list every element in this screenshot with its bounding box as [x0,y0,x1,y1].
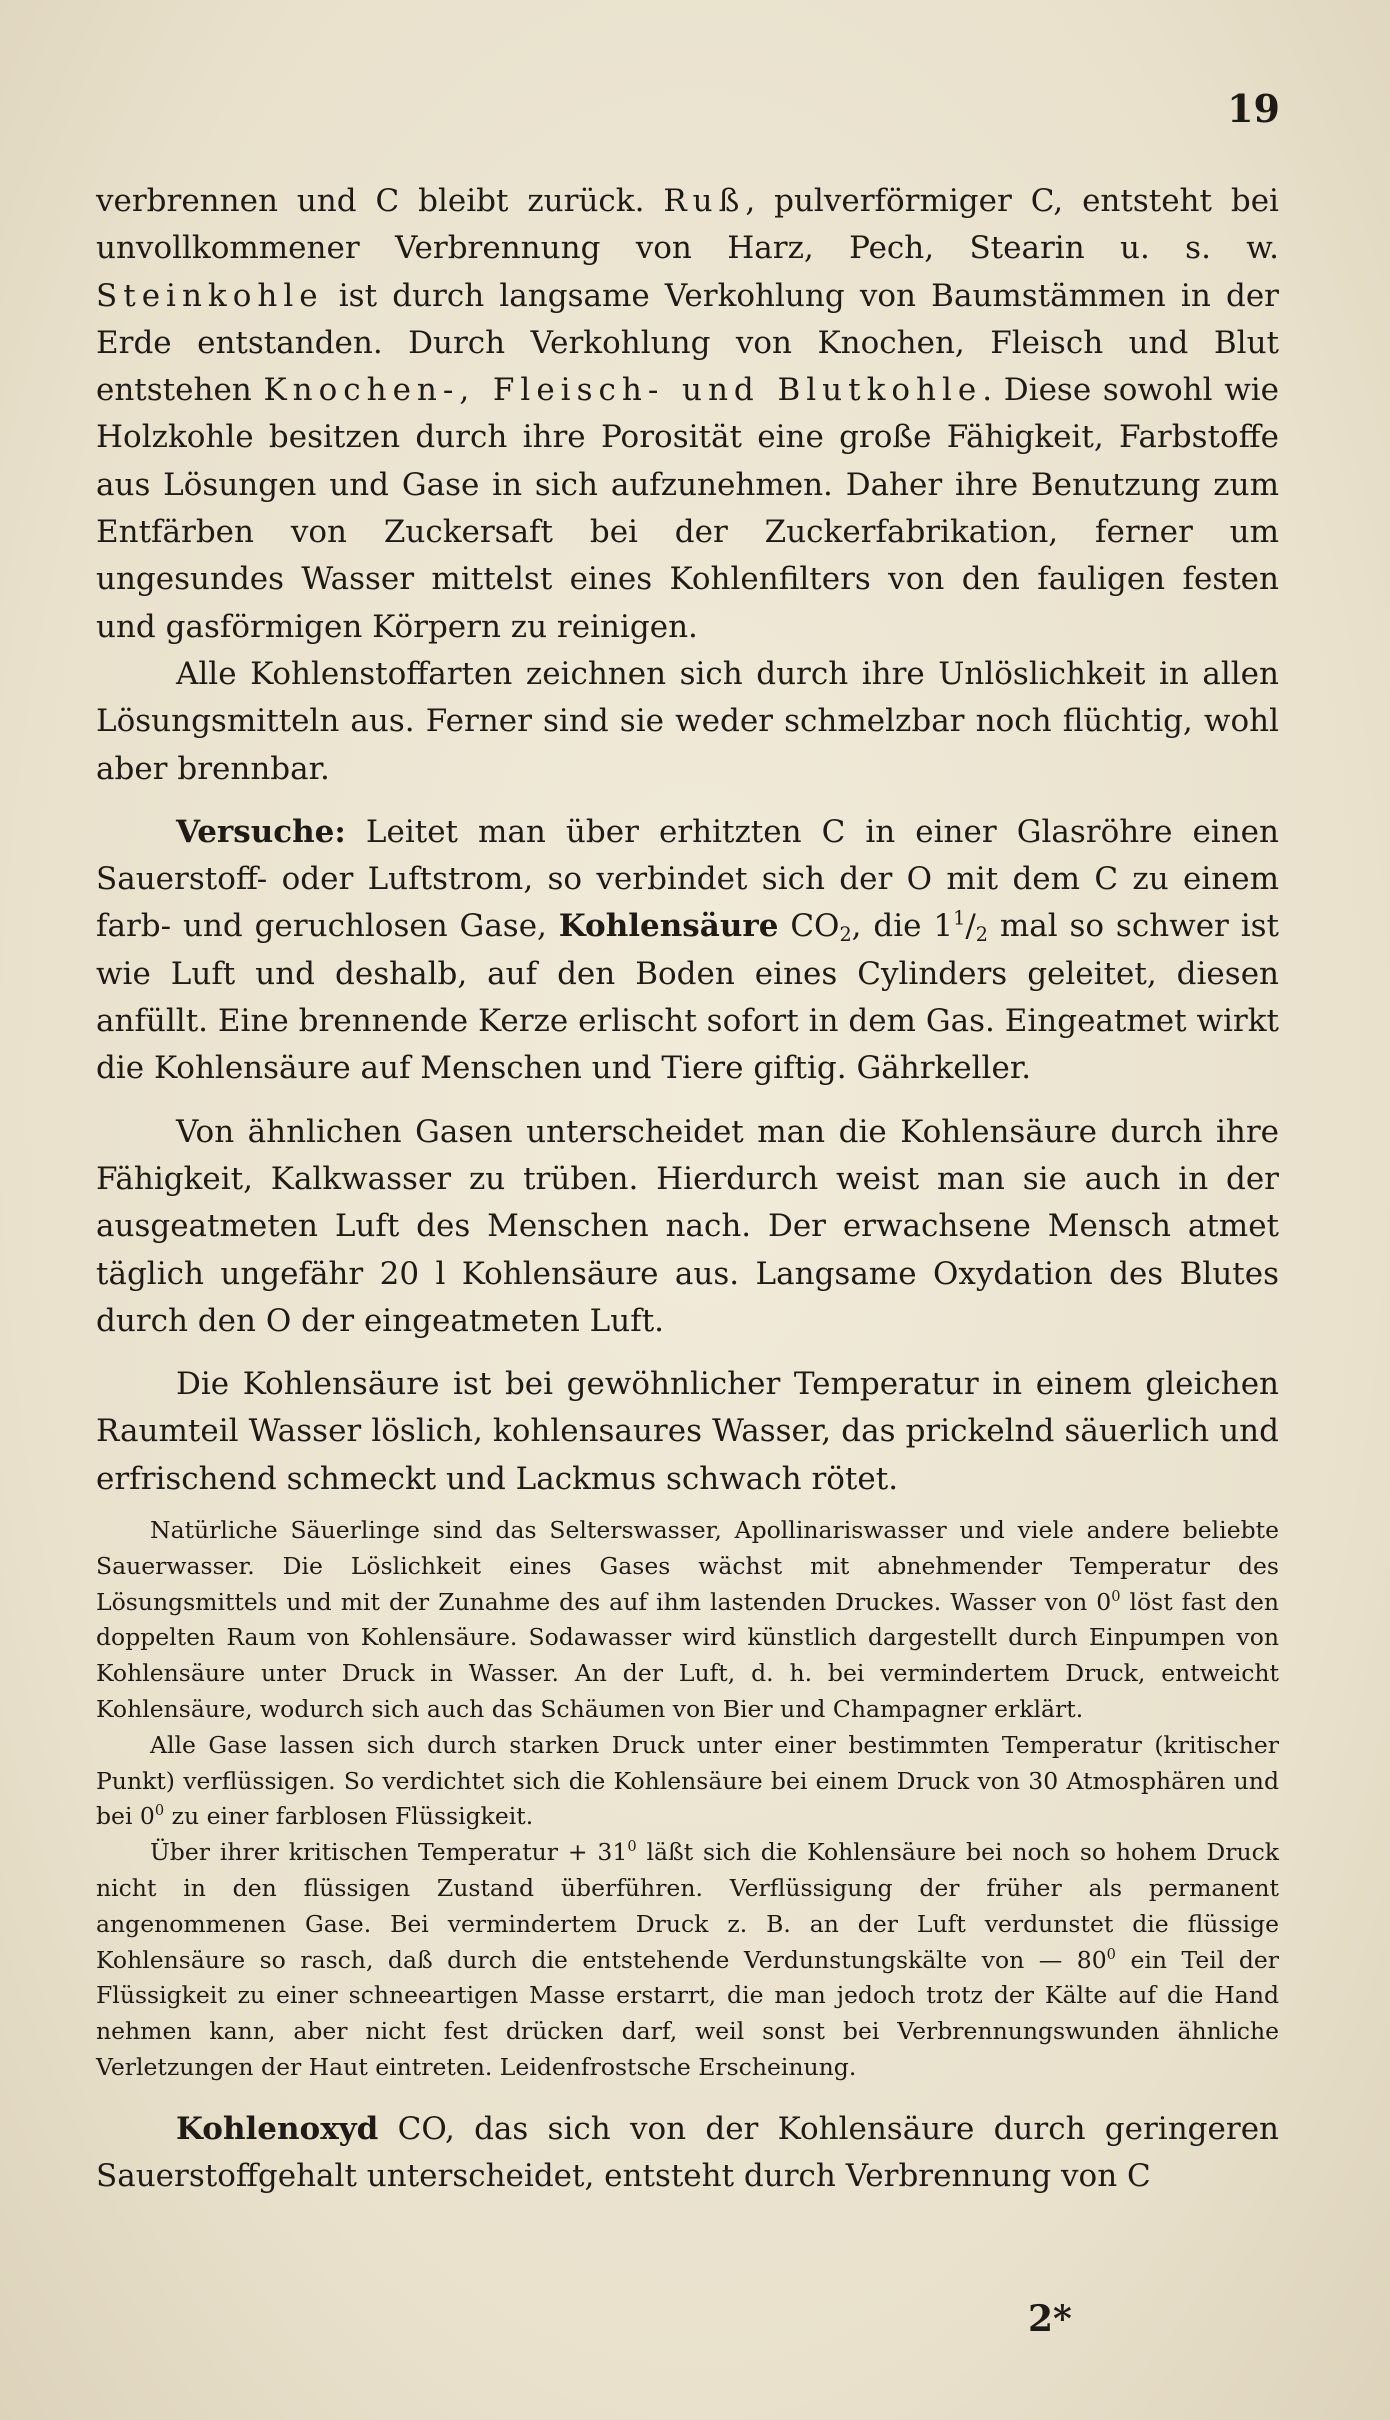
term-kohlenoxyd: Kohlenoxyd [176,2110,379,2147]
formula-co2: $CO_2$ [790,908,852,947]
text: löst fast den doppelten Raum von Kohlensäure. Sodawasser wird künstlich dargestellt durch Einpumpen von Kohlensäure unter Druck in Wasser. An der Luft, d. h. bei vermindertem Druck, entweicht Kohlensäure, wodurch sich auch das Schäumen von Bier und Champagner erklärt. [96,1587,1280,1723]
degree-mark: 0 [1106,1945,1116,1963]
formula-co: CO [378,2110,445,2147]
degree-mark: 0 [627,1838,637,1856]
text: , das sich von der Kohlensäure durch geringeren Sauerstoffgehalt unterscheidet, entsteht durch Verbrennung von C [96,2110,1280,2195]
degree-mark: 0 [154,1802,165,1820]
note-sauerlinge [96,1513,1279,1728]
text: läßt sich die Kohlensäure bei noch so hohem Druck nicht in den flüssigen Zustand überführen. Verflüssigung der früher als permanent angenommenen Gase. Bei vermindertem Druck z. B. an der Luft verdunstet die flüssige Kohlensäure so rasch, daß durch die entstehende Verdunstungskälte von — 80 [96,1838,1279,1974]
page-body [96,178,1279,2200]
term-steinkohle: Steinkohle [96,277,324,314]
text: ist durch langsame Verkohlung von Baumstämmen in der Erde entstanden. Durch Verkohlung von Knochen, Fleisch und Blut entstehen [96,277,1279,409]
fraction-denominator: 2 [975,923,988,947]
text: Natürliche Säuerlinge sind das Selterswasser, Apollinariswasser und viele andere beliebte Sauerwasser. Die Löslichkeit eines Gases wächst mit abnehmender Temperatur des Lösungsmittels und mit der Zunahme des auf ihm lastenden Druckes. Wasser von 0 [96,1516,1279,1616]
paragraph-experiments [96,809,1279,1093]
page-number: 19 [1227,86,1280,131]
text: ein Teil der Flüssigkeit zu einer schneeartigen Masse erstarrt, die man jedoch trotz der Kälte auf die Hand nehmen kann, aber nicht fest drücken darf, weil sonst bei Verbrennungswunden ähnliche Verletzungen der Haut eintreten. Leidenfrostsche Erscheinung. [96,1945,1279,2081]
paragraph-insolubility: Alle Kohlenstoffarten zeichnen sich durch ihre Unlöslichkeit in allen Lösungsmitteln aus. Ferner sind sie weder schmelzbar noch flüchtig, wohl aber brennbar. [96,655,1279,787]
text: , die 1 [851,908,954,945]
note-verfluessigung [96,1728,1279,1835]
degree-mark: 0 [1111,1587,1121,1605]
small-print-notes [96,1513,1279,2086]
experiments-label: Versuche: [176,813,346,850]
text: zu einer farblosen Flüssigkeit. [164,1802,534,1831]
text: verbrennen und C bleibt zurück. [96,183,664,219]
text: , pulverförmiger C, entsteht bei unvollkommener Verbrennung von Harz, Pech, Stearin u. s. w. [96,183,1279,267]
paragraph-detection: Von ähnlichen Gasen unterscheidet man die Kohlensäure durch ihre Fähigkeit, Kalkwasser zu trüben. Hierdurch weist man sie auch in der ausgeatmeten Luft des Menschen nach. Der erwachsene Mensch atmet täglich ungefähr 20 l Kohlensäure aus. Langsame Oxydation des Blutes durch den O der eingeatmeten Luft. [96,1113,1279,1339]
text: Über ihrer kritischen Temperatur + 31 [150,1838,628,1867]
text: mal so schwer ist wie Luft und deshalb, auf den Boden eines Cylinders geleitet, diesen anfüllt. Eine brennende Kerze erlischt sofort in dem Gas. Eingeatmet wirkt die Kohlensäure auf Menschen und Tiere giftig. Gährkeller. [96,908,1280,1087]
fraction-separator: / [965,908,976,945]
text: Alle Gase lassen sich durch starken Druck unter einer bestimmten Temperatur (kritischer Punkt) verflüssigen. So verdichtet sich die Kohlensäure bei einem Druck von 30 Atmosphären und bei 0 [96,1730,1279,1831]
paragraph-carbon-types [96,178,1279,651]
term-kohlensaeure: Kohlensäure [558,908,779,945]
fraction-numerator: 1 [953,907,966,931]
note-kritische-temperatur [96,1835,1279,2086]
paragraph-kohlenoxyd [96,2106,1279,2201]
term-kohlearten: Knochen-, Fleisch- und Blutkohle [263,372,983,409]
term-russ: Ruß [663,183,746,219]
paragraph-solubility: Die Kohlensäure ist bei gewöhnlicher Temperatur in einem gleichen Raumteil Wasser löslich, kohlensaures Wasser, das prickelnd säuerlich und erfrischend schmeckt und Lackmus schwach rötet. [96,1366,1279,1497]
text: Leitet man über erhitzten C in einer Glasröhre einen Sauerstoff- oder Luftstrom, so verbindet sich der O mit dem C zu einem farb- und geruchlosen Gase, [96,813,1279,945]
signature-mark: 2* [1028,2298,1072,2340]
text: . Diese sowohl wie Holzkohle besitzen durch ihre Porosität eine große Fähigkeit, Farbstoffe aus Lösungen und Gase in sich aufzunehmen. Daher ihre Benutzung zum Entfärben von Zuckersaft bei der Zuckerfabrikation, ferner um ungesundes Wasser mittelst eines Kohlenfilters von den fauligen festen und gasförmigen Körpern zu reinigen. [96,372,1279,645]
